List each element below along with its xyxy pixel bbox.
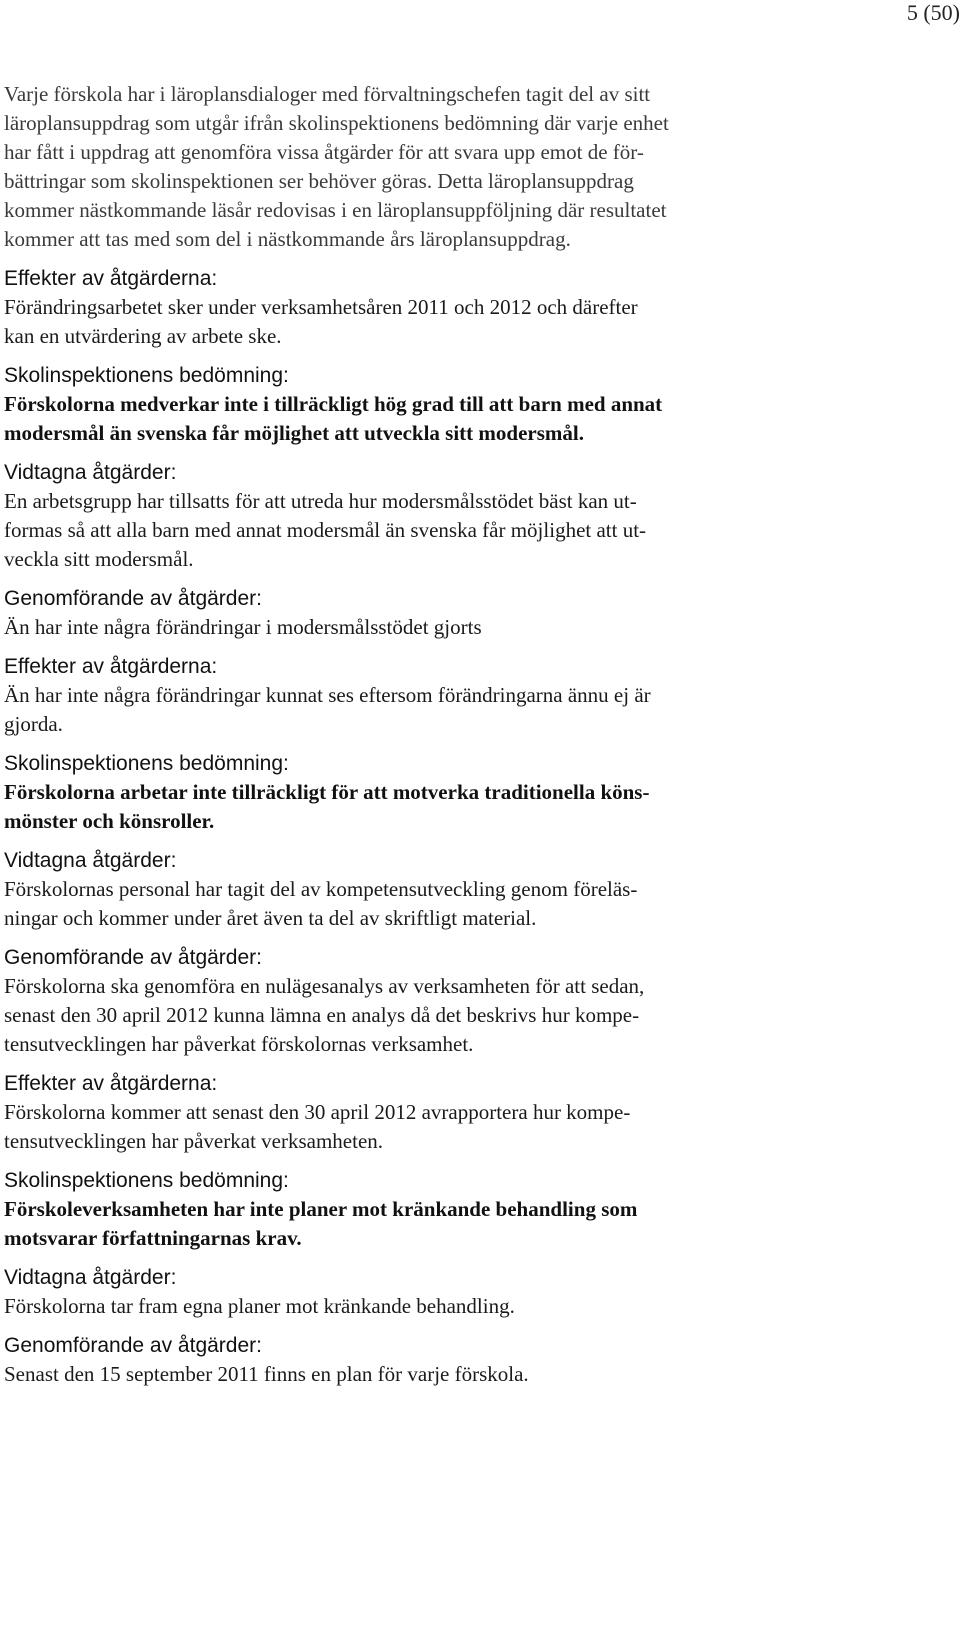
section-text: veckla sitt modersmål.: [4, 547, 194, 571]
intro-line: bättringar som skolinspektionen ser behöver göras. Detta läroplansuppdrag: [4, 169, 634, 193]
section-text: En arbetsgrupp har tillsatts för att utreda hur modersmålsstödet bäst kan ut-: [4, 489, 637, 513]
section-heading: Effekter av åtgärderna:: [4, 655, 218, 678]
section-text: tensutvecklingen har påverkat förskolornas verksamhet.: [4, 1032, 474, 1056]
section-heading: Genomförande av åtgärder:: [4, 1334, 262, 1357]
section-implementation-2: [4, 943, 794, 1059]
section-text: Förskolorna tar fram egna planer mot kränkande behandling.: [4, 1294, 515, 1318]
section-text: formas så att alla barn med annat modersmål än svenska får möjlighet att ut-: [4, 518, 647, 542]
section-text: senast den 30 april 2012 kunna lämna en analys då det beskrivs hur kompe-: [4, 1003, 640, 1027]
document-body: [4, 80, 794, 1395]
section-heading: Effekter av åtgärderna:: [4, 267, 218, 290]
assessment-text: modersmål än svenska får möjlighet att utveckla sitt modersmål.: [4, 421, 584, 445]
intro-line: Varje förskola har i läroplansdialoger med förvaltningschefen tagit del av sitt: [4, 82, 651, 106]
assessment-text: mönster och könsroller.: [4, 809, 215, 833]
section-heading: Vidtagna åtgärder:: [4, 849, 177, 872]
section-heading: Effekter av åtgärderna:: [4, 1072, 218, 1095]
section-measures-1: [4, 458, 794, 574]
section-text: Förändringsarbetet sker under verksamhetsåren 2011 och 2012 och därefter: [4, 295, 638, 319]
assessment-text: Förskoleverksamheten har inte planer mot kränkande behandling som: [4, 1197, 638, 1221]
section-heading: Skolinspektionens bedömning:: [4, 752, 289, 775]
section-heading: Skolinspektionens bedömning:: [4, 1169, 289, 1192]
section-assessment-2: [4, 749, 794, 836]
section-effects-3: [4, 1069, 794, 1156]
intro-line: kommer att tas med som del i nästkommande års läroplansuppdrag.: [4, 227, 571, 251]
section-text: kan en utvärdering av arbete ske.: [4, 324, 282, 348]
section-heading: Genomförande av åtgärder:: [4, 946, 262, 969]
intro-line: har fått i uppdrag att genomföra vissa åtgärder för att svara upp emot de för-: [4, 140, 644, 164]
section-implementation-1: [4, 584, 794, 642]
section-text: Förskolorna kommer att senast den 30 april 2012 avrapportera hur kompe-: [4, 1100, 631, 1124]
section-assessment-1: [4, 361, 794, 448]
section-text: Än har inte några förändringar kunnat ses eftersom förändringarna ännu ej är: [4, 683, 651, 707]
section-effects-2: [4, 652, 794, 739]
section-text: Än har inte några förändringar i modersmålsstödet gjorts: [4, 615, 482, 639]
section-assessment-3: [4, 1166, 794, 1253]
section-heading: Skolinspektionens bedömning:: [4, 364, 289, 387]
section-text: tensutvecklingen har påverkat verksamheten.: [4, 1129, 384, 1153]
intro-line: läroplansuppdrag som utgår ifrån skolinspektionens bedömning där varje enhet: [4, 111, 669, 135]
assessment-text: Förskolorna medverkar inte i tillräckligt hög grad till att barn med annat: [4, 392, 663, 416]
section-heading: Vidtagna åtgärder:: [4, 461, 177, 484]
section-text: ningar och kommer under året även ta del av skriftligt material.: [4, 906, 537, 930]
section-measures-2: [4, 846, 794, 933]
section-measures-3: [4, 1263, 794, 1321]
section-text: gjorda.: [4, 712, 63, 736]
intro-line: kommer nästkommande läsår redovisas i en läroplansuppföljning där resultatet: [4, 198, 667, 222]
assessment-text: motsvarar författningarnas krav.: [4, 1226, 302, 1250]
section-heading: Genomförande av åtgärder:: [4, 587, 262, 610]
section-text: Förskolornas personal har tagit del av kompetensutveckling genom föreläs-: [4, 877, 638, 901]
section-heading: Vidtagna åtgärder:: [4, 1266, 177, 1289]
section-text: Senast den 15 september 2011 finns en plan för varje förskola.: [4, 1362, 529, 1386]
section-effects-1: [4, 264, 794, 351]
intro-paragraph: [4, 80, 794, 254]
assessment-text: Förskolorna arbetar inte tillräckligt för att motverka traditionella köns-: [4, 780, 650, 804]
section-text: Förskolorna ska genomföra en nulägesanalys av verksamheten för att sedan,: [4, 974, 645, 998]
page-number: 5 (50): [906, 0, 960, 25]
section-implementation-3: [4, 1331, 794, 1389]
